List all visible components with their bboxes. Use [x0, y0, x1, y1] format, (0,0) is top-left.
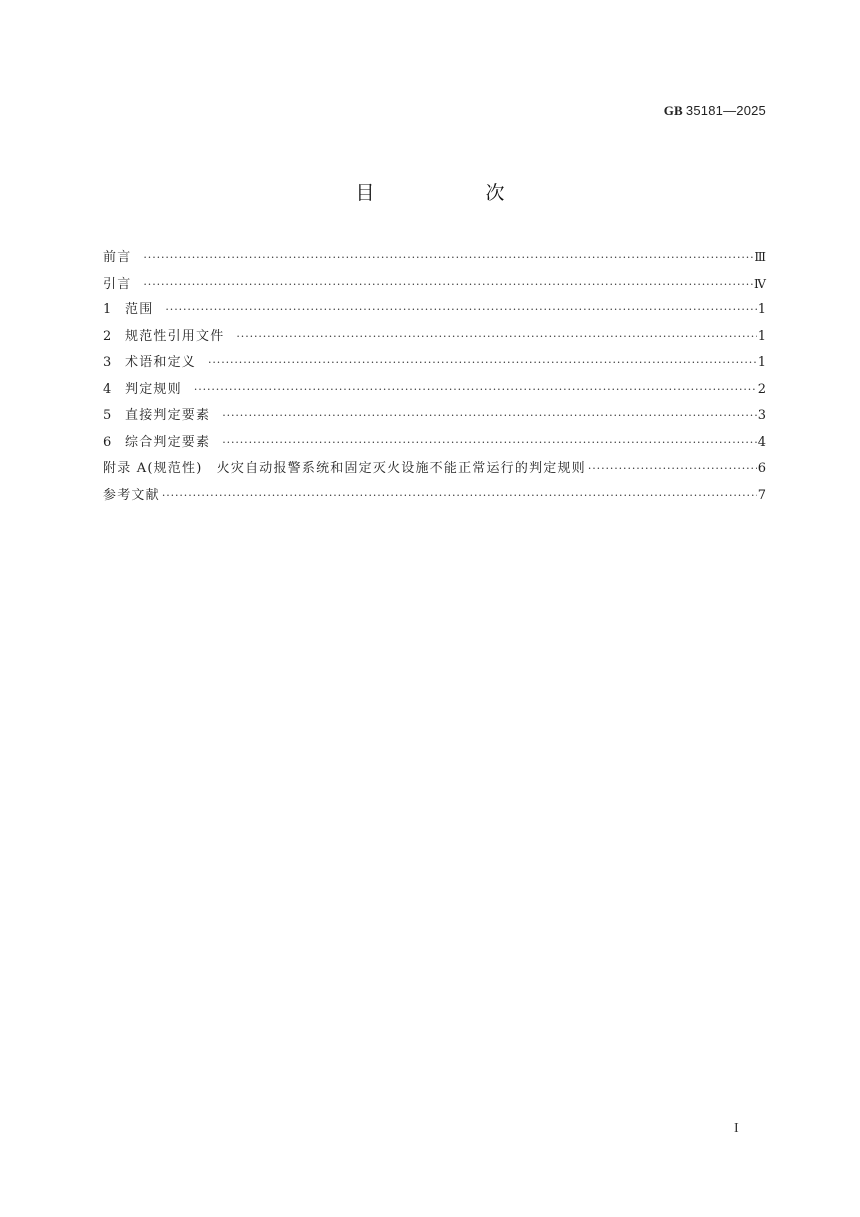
toc-entry-page: Ⅳ [754, 276, 766, 291]
toc-entry-label: 前言 [103, 250, 132, 265]
toc-entry-page: 4 [757, 434, 766, 450]
toc-leader-dots [208, 353, 757, 373]
toc-entry-introduction[interactable] [103, 274, 766, 301]
toc-entry-label: 附录 A(规范性) 火灾自动报警系统和固定灭火设施不能正常运行的判定规则 [103, 461, 586, 476]
toc-entry-normative-references[interactable] [103, 327, 766, 354]
toc-entry-annex-a[interactable] [103, 459, 766, 486]
toc-leader-dots [143, 248, 753, 268]
toc-entry-page: Ⅲ [754, 250, 766, 264]
toc-entry-bibliography[interactable] [103, 486, 766, 513]
toc-entry-page: 2 [757, 381, 766, 397]
toc-entry-terms-definitions[interactable] [103, 353, 766, 380]
toc-entry-label: 引言 [103, 276, 132, 292]
toc-leader-dots [588, 459, 757, 479]
toc-entry-page: 3 [757, 408, 766, 423]
page-number: I [734, 1121, 739, 1136]
toc-entry-scope[interactable] [103, 300, 766, 327]
toc-entry-page: 7 [757, 487, 766, 503]
table-of-contents [103, 247, 766, 512]
toc-entry-page: 1 [757, 328, 766, 344]
toc-entry-number: 4 [103, 381, 112, 397]
toc-entry-foreword[interactable] [103, 247, 766, 274]
toc-leader-dots [165, 300, 756, 320]
toc-entry-comprehensive-elements[interactable] [103, 433, 766, 460]
standard-code [664, 103, 766, 119]
toc-leader-dots [143, 275, 753, 295]
toc-entry-label: 综合判定要素 [125, 434, 211, 450]
toc-leader-dots [222, 406, 757, 426]
toc-entry-number: 5 [103, 408, 112, 423]
standard-prefix: GB [663, 103, 683, 118]
toc-entry-number: 2 [103, 328, 112, 344]
toc-leader-dots [194, 380, 757, 400]
toc-entry-number: 1 [103, 302, 112, 317]
toc-leader-dots [162, 486, 757, 506]
standard-number: 35181—2025 [685, 103, 766, 118]
toc-entry-direct-elements[interactable] [103, 406, 766, 433]
toc-entry-label: 范围 [125, 302, 154, 317]
toc-entry-number: 6 [103, 434, 112, 450]
toc-entry-label: 术语和定义 [125, 355, 197, 370]
toc-entry-label: 直接判定要素 [125, 408, 211, 423]
page-title: 目 次 [355, 182, 551, 204]
toc-entry-label: 规范性引用文件 [125, 328, 225, 344]
toc-entry-page: 1 [757, 302, 766, 317]
toc-entry-page: 1 [757, 355, 766, 370]
toc-entry-label: 参考文献 [103, 487, 160, 503]
toc-entry-number: 3 [103, 355, 112, 370]
toc-leader-dots [222, 433, 757, 453]
toc-leader-dots [236, 327, 756, 347]
toc-entry-page: 6 [757, 461, 766, 476]
toc-entry-label: 判定规则 [125, 381, 182, 397]
toc-entry-judgment-rules[interactable] [103, 380, 766, 407]
